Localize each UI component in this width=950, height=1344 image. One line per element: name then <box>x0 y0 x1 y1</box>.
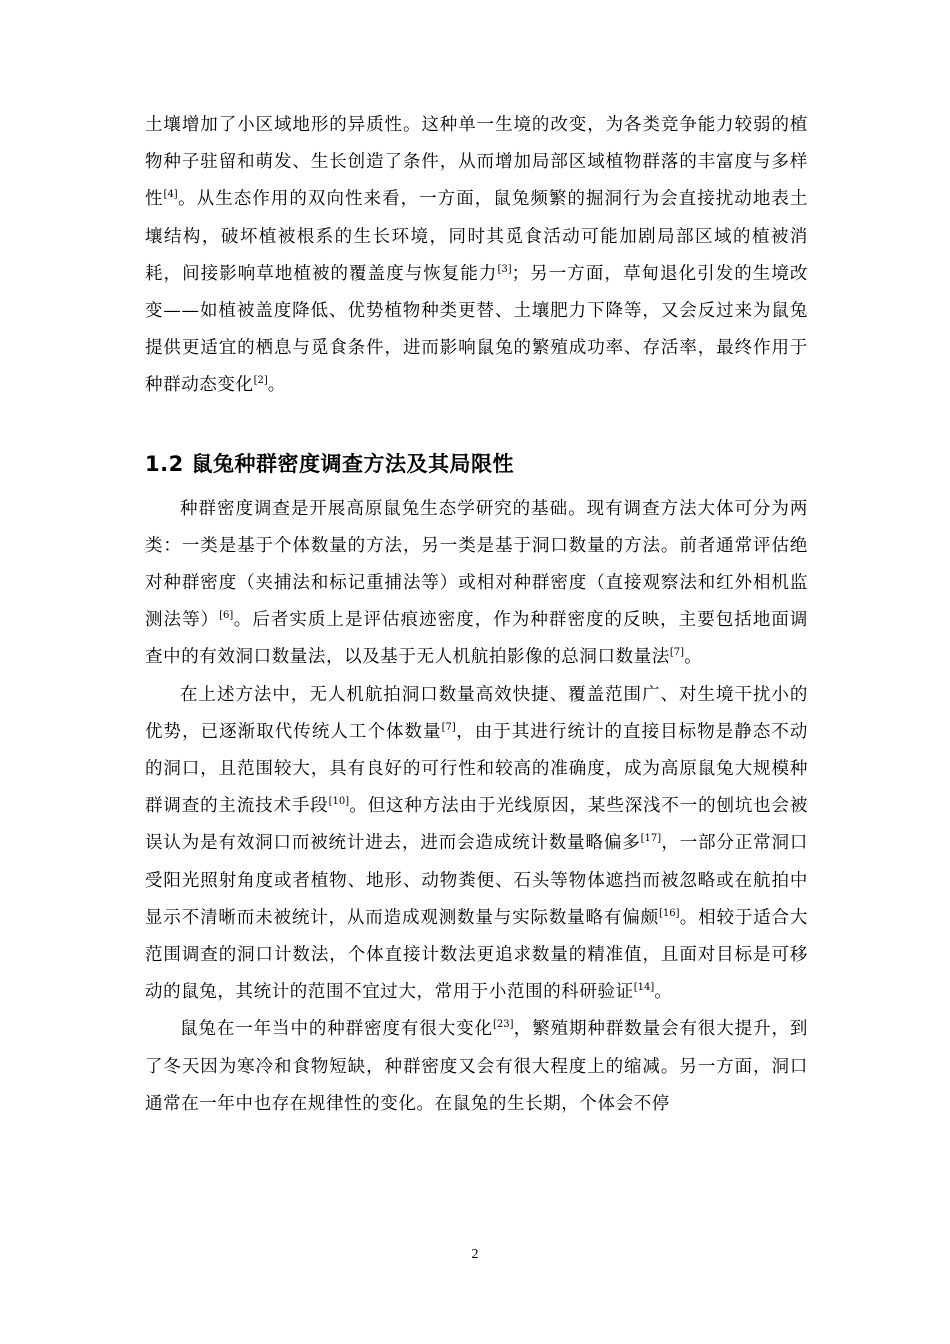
paragraph-text: ，繁殖期种群数量会有很大提升，到了冬天因为寒冷和食物短缺，种群密度又会有很大程度上的缩减。另一方面，洞口通常在一年中也存在规律性的变化。在鼠兔的生长期，个体会不停 <box>145 1019 808 1114</box>
citation: [17] <box>640 833 662 845</box>
citation: [2] <box>253 375 268 387</box>
citation: [16] <box>658 908 680 920</box>
paragraph-text: 。 <box>267 375 286 396</box>
citation: [14] <box>633 982 655 994</box>
citation: [4] <box>163 189 178 201</box>
paragraph-text: 。相较于适合大范围调查的洞口计数法，个体直接计数法更追求数量的精准值，且面对目标是可移动的鼠兔，其统计的范围不宜过大，常用于小范围的科研验证 <box>145 907 808 1003</box>
citation: [7] <box>441 722 456 734</box>
section-heading: 1.2 鼠兔种群密度调查方法及其局限性 <box>145 451 515 476</box>
page-number: 2 <box>471 1247 479 1262</box>
paragraph-habitat-effects <box>145 107 808 405</box>
paragraph-text: 鼠兔在一年当中的种群密度有很大变化 <box>180 1019 493 1040</box>
paragraph-uav-method <box>145 677 808 1012</box>
paragraph-text: ，一部分正常洞口受阳光照射角度或者植物、地形、动物粪便、石头等物体遮挡而被忽略或在航拍中显示不清晰而未被统计，从而造成观测数量与实际数量略有偏颇 <box>145 833 808 928</box>
paragraph-text: 土壤增加了小区域地形的异质性。这种单一生境的改变，为各类竞争能力较弱的植物种子驻留和萌发、生长创造了条件，从而增加局部区域植物群落的丰富度与多样性 <box>145 115 808 210</box>
paragraph-text: 。 <box>654 982 673 1003</box>
paragraph-text: ，由于其进行统计的直接目标物是静态不动的洞口，且范围较大，具有良好的可行性和较高的准确度，成为高原鼠兔大规模种群调查的主流技术手段 <box>145 721 808 817</box>
paragraph-text: 种群密度调查是开展高原鼠兔生态学研究的基础。现有调查方法大体可分为两类：一类是基于个体数量的方法，另一类是基于洞口数量的方法。前者通常评估绝对种群密度（夹捕法和标记重捕法等）或相对种群密度（直接观察法和红外相机监测法等） <box>145 498 808 631</box>
paragraph-survey-methods <box>145 491 808 677</box>
citation: [10] <box>328 796 350 808</box>
paragraph-text: 。 <box>684 647 703 668</box>
page-body <box>145 107 808 1123</box>
paragraph-text: 。后者实质上是评估痕迹密度，作为种群密度的反映，主要包括地面调查中的有效洞口数量法，以及基于无人机航拍影像的总洞口数量法 <box>145 610 808 668</box>
paragraph-text: 在上述方法中，无人机航拍洞口数量高效快捷、覆盖范围广、对生境干扰小的优势，已逐渐取代传统人工个体数量 <box>145 684 808 742</box>
citation: [6] <box>219 610 234 622</box>
citation: [23] <box>492 1019 514 1031</box>
citation: [3] <box>497 263 512 275</box>
paragraph-text: 。但这种方法由于光线原因，某些深浅不一的刨坑也会被误认为是有效洞口而被统计进去，进而会造成统计数量略偏多 <box>145 796 808 854</box>
citation: [7] <box>669 647 685 659</box>
paragraph-seasonal-variation <box>145 1011 808 1123</box>
paragraph-text: ；另一方面，草甸退化引发的生境改变——如植被盖度降低、优势植物种类更替、土壤肥力下降等，又会反过来为鼠兔提供更适宜的栖息与觅食条件，进而影响鼠兔的繁殖成功率、存活率，最终作用于种群动态变化 <box>145 263 808 396</box>
paragraph-text: 。从生态作用的双向性来看，一方面，鼠兔频繁的掘洞行为会直接扰动地表土壤结构，破坏植被根系的生长环境，同时其觅食活动可能加剧局部区域的植被消耗，间接影响草地植被的覆盖度与恢复能力 <box>145 189 808 284</box>
